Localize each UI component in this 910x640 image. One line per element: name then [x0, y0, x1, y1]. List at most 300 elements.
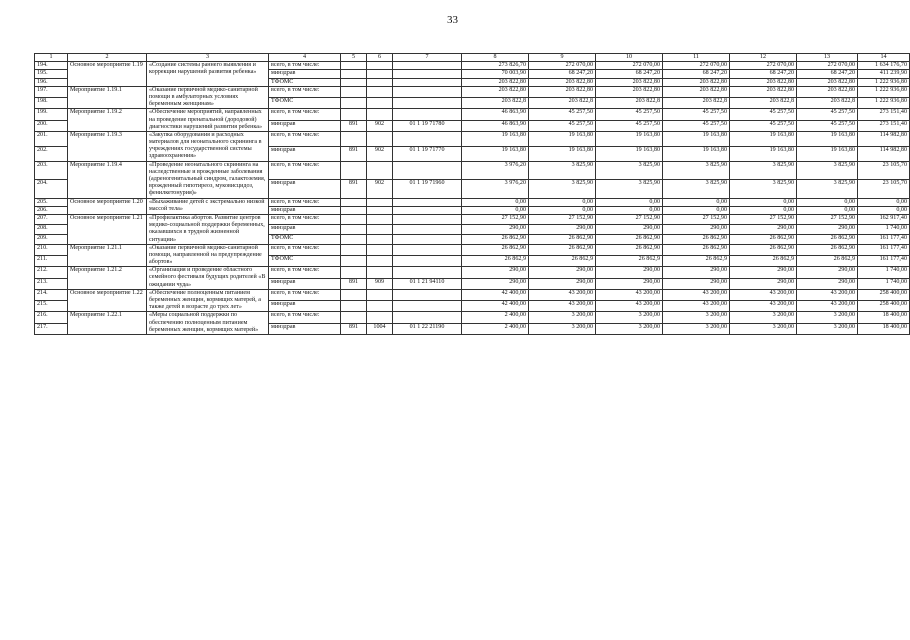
amount-cell: 45 257,50	[596, 120, 663, 131]
amount-cell: 203 822,80	[529, 86, 596, 97]
activity-name: Мероприятие 1.19.1	[68, 86, 147, 109]
column-number-cell: 12	[730, 54, 797, 62]
amount-cell: 3 200,00	[596, 323, 663, 334]
row-number: 203.	[35, 161, 68, 179]
funding-source: минздрав	[269, 146, 341, 161]
amount-cell: 43 200,00	[663, 289, 730, 300]
activity-description: «Выхаживание детей с экстремально низкой массой тела»	[147, 198, 269, 214]
section-code	[367, 289, 393, 300]
target-article-code	[393, 289, 462, 300]
funding-source: минздрав	[269, 180, 341, 198]
amount-cell: 19 163,80	[797, 131, 858, 146]
target-article-code	[393, 78, 462, 86]
row-number: 198.	[35, 98, 68, 109]
target-article-code	[393, 109, 462, 120]
amount-cell: 46 863,90	[462, 109, 529, 120]
amount-cell: 203 822,80	[663, 78, 730, 86]
amount-cell: 3 976,20	[462, 161, 529, 179]
amount-cell: 161 177,40	[858, 255, 910, 266]
row-number: 206.	[35, 206, 68, 214]
activity-name: Мероприятие 1.21.2	[68, 267, 147, 290]
section-code: 902	[367, 146, 393, 161]
funding-source: минздрав	[269, 301, 341, 312]
ministry-code	[341, 70, 367, 78]
amount-cell: 3 200,00	[663, 312, 730, 323]
target-article-code: 01 1 19 71770	[393, 146, 462, 161]
target-article-code	[393, 244, 462, 255]
funding-source: ТФОМС	[269, 234, 341, 244]
activity-name: Мероприятие 1.19.3	[68, 131, 147, 161]
funding-source: всего, в том числе:	[269, 131, 341, 146]
row-number: 210.	[35, 244, 68, 255]
amount-cell: 272 070,00	[529, 62, 596, 70]
activity-name: Мероприятие 1.22.1	[68, 312, 147, 335]
amount-cell: 26 862,90	[730, 244, 797, 255]
column-number-cell: 11	[663, 54, 730, 62]
amount-cell: 290,00	[462, 267, 529, 278]
amount-cell: 26 862,9	[462, 255, 529, 266]
column-number-cell: 7	[393, 54, 462, 62]
ministry-code	[341, 198, 367, 206]
ministry-code: 891	[341, 278, 367, 289]
column-number-cell: 3	[147, 54, 269, 62]
amount-cell: 2 400,00	[462, 312, 529, 323]
amount-cell: 46 863,90	[462, 120, 529, 131]
activity-description: «Проведение неонатального скрининга на наследственные и врожденные заболевания (адреногенитальный синдром, галактоземия, врожденный гипотиреоз, муковисцидоз, фенилкетонурия)»	[147, 161, 269, 198]
activity-description: «Оказание первичной медико-санитарной помощи, направленной на предупреждение абортов»	[147, 244, 269, 267]
ministry-code	[341, 214, 367, 224]
amount-cell: 45 257,50	[797, 109, 858, 120]
amount-cell: 1 634 176,70	[858, 62, 910, 70]
amount-cell: 19 163,80	[663, 131, 730, 146]
amount-cell: 26 862,90	[462, 234, 529, 244]
target-article-code: 01 1 19 71780	[393, 120, 462, 131]
ministry-code: 891	[341, 323, 367, 334]
amount-cell: 19 163,80	[529, 131, 596, 146]
section-code	[367, 131, 393, 146]
amount-cell: 3 200,00	[529, 323, 596, 334]
amount-cell: 26 862,9	[529, 255, 596, 266]
row-number: 209.	[35, 234, 68, 244]
funding-source: минздрав	[269, 206, 341, 214]
funding-source: всего, в том числе:	[269, 244, 341, 255]
amount-cell: 161 177,40	[858, 234, 910, 244]
amount-cell: 27 152,90	[462, 214, 529, 224]
amount-cell: 0,00	[858, 206, 910, 214]
target-article-code	[393, 301, 462, 312]
amount-cell: 0,00	[858, 198, 910, 206]
amount-cell: 45 257,50	[663, 120, 730, 131]
section-code	[367, 255, 393, 266]
section-code	[367, 78, 393, 86]
amount-cell: 203 822,80	[663, 86, 730, 97]
table-row	[35, 312, 910, 323]
column-number-cell: 13	[797, 54, 858, 62]
ministry-code	[341, 312, 367, 323]
target-article-code: 01 1 22 21190	[393, 323, 462, 334]
section-code	[367, 98, 393, 109]
table-row	[35, 289, 910, 300]
amount-cell: 273 151,40	[858, 109, 910, 120]
section-code: 1004	[367, 323, 393, 334]
amount-cell: 3 200,00	[596, 312, 663, 323]
amount-cell: 203 822,8	[529, 98, 596, 109]
amount-cell: 45 257,50	[730, 109, 797, 120]
amount-cell: 203 822,80	[596, 78, 663, 86]
section-code	[367, 109, 393, 120]
amount-cell: 161 177,40	[858, 244, 910, 255]
column-number-cell: 10	[596, 54, 663, 62]
funding-source: минздрав	[269, 224, 341, 234]
funding-source: всего, в том числе:	[269, 86, 341, 97]
amount-cell: 27 152,90	[596, 214, 663, 224]
amount-cell: 290,00	[797, 224, 858, 234]
ministry-code	[341, 161, 367, 179]
row-number: 202.	[35, 146, 68, 161]
amount-cell: 1 222 936,80	[858, 98, 910, 109]
amount-cell: 23 105,70	[858, 161, 910, 179]
ministry-code: 891	[341, 120, 367, 131]
amount-cell: 18 400,00	[858, 312, 910, 323]
amount-cell: 3 825,90	[797, 180, 858, 198]
amount-cell: 43 200,00	[663, 301, 730, 312]
activity-description: «Закупка оборудования и расходных материалов для неонатального скрининга в учреждениях государственной системы здравоохранения»	[147, 131, 269, 161]
target-article-code	[393, 224, 462, 234]
amount-cell: 45 257,50	[663, 109, 730, 120]
amount-cell: 2 400,00	[462, 323, 529, 334]
target-article-code: 01 1 21 94110	[393, 278, 462, 289]
amount-cell: 45 257,50	[797, 120, 858, 131]
row-number: 211.	[35, 255, 68, 266]
amount-cell: 203 822,80	[730, 78, 797, 86]
funding-source: всего, в том числе:	[269, 109, 341, 120]
target-article-code	[393, 62, 462, 70]
amount-cell: 26 862,90	[529, 244, 596, 255]
row-number: 216.	[35, 312, 68, 323]
amount-cell: 290,00	[529, 224, 596, 234]
amount-cell: 42 400,00	[462, 301, 529, 312]
column-number-cell: 5	[341, 54, 367, 62]
section-code	[367, 62, 393, 70]
funding-source: минздрав	[269, 323, 341, 334]
funding-source: ТФОМС	[269, 78, 341, 86]
amount-cell: 19 163,80	[596, 131, 663, 146]
amount-cell: 45 257,50	[596, 109, 663, 120]
amount-cell: 26 862,9	[730, 255, 797, 266]
amount-cell: 3 825,90	[797, 161, 858, 179]
amount-cell: 203 822,80	[462, 86, 529, 97]
target-article-code	[393, 267, 462, 278]
section-code	[367, 161, 393, 179]
row-number: 200.	[35, 120, 68, 131]
target-article-code	[393, 234, 462, 244]
amount-cell: 203 822,8	[663, 98, 730, 109]
activity-description: «Обеспечение полноценным питанием беременных женщин, кормящих матерей, а также детей в возрасте до трех лет»	[147, 289, 269, 312]
amount-cell: 26 862,9	[663, 255, 730, 266]
target-article-code	[393, 131, 462, 146]
funding-source: всего, в том числе:	[269, 267, 341, 278]
section-code	[367, 206, 393, 214]
amount-cell: 68 247,20	[730, 70, 797, 78]
amount-cell: 3 200,00	[730, 312, 797, 323]
amount-cell: 290,00	[797, 267, 858, 278]
funding-source: минздрав	[269, 70, 341, 78]
amount-cell: 0,00	[529, 198, 596, 206]
funding-source: всего, в том числе:	[269, 198, 341, 206]
target-article-code	[393, 206, 462, 214]
amount-cell: 68 247,20	[663, 70, 730, 78]
amount-cell: 114 982,80	[858, 131, 910, 146]
amount-cell: 27 152,90	[797, 214, 858, 224]
funding-source: ТФОМС	[269, 98, 341, 109]
activity-description: «Обеспечение мероприятий, направленных на проведение пренатальной (дородовой) диагностики нарушений развития ребенка»	[147, 109, 269, 132]
ministry-code	[341, 62, 367, 70]
amount-cell: 1 222 936,80	[858, 86, 910, 97]
amount-cell: 203 822,80	[797, 78, 858, 86]
amount-cell: 19 163,80	[462, 131, 529, 146]
funding-source: всего, в том числе:	[269, 161, 341, 179]
amount-cell: 26 862,90	[797, 234, 858, 244]
ministry-code	[341, 109, 367, 120]
table-row	[35, 244, 910, 255]
amount-cell: 272 070,00	[797, 62, 858, 70]
section-code	[367, 214, 393, 224]
amount-cell: 18 400,00	[858, 323, 910, 334]
activity-name: Основное мероприятие 1.20	[68, 198, 147, 214]
row-number: 197.	[35, 86, 68, 97]
table-row	[35, 86, 910, 97]
amount-cell: 203 822,8	[797, 98, 858, 109]
amount-cell: 43 200,00	[797, 301, 858, 312]
ministry-code	[341, 86, 367, 97]
activity-description: «Оказание первичной медико-санитарной помощи в амбулаторных условиях беременным женщинам»	[147, 86, 269, 109]
target-article-code	[393, 255, 462, 266]
amount-cell: 26 862,90	[596, 234, 663, 244]
amount-cell: 3 825,90	[596, 180, 663, 198]
row-number: 196.	[35, 78, 68, 86]
amount-cell: 0,00	[529, 206, 596, 214]
amount-cell: 68 247,20	[596, 70, 663, 78]
funding-source: всего, в том числе:	[269, 312, 341, 323]
amount-cell: 290,00	[462, 224, 529, 234]
amount-cell: 3 200,00	[797, 312, 858, 323]
row-number: 217.	[35, 323, 68, 334]
section-code: 909	[367, 278, 393, 289]
table-row	[35, 109, 910, 120]
ministry-code	[341, 234, 367, 244]
amount-cell: 26 862,9	[596, 255, 663, 266]
amount-cell: 203 822,80	[730, 86, 797, 97]
amount-cell: 68 247,20	[529, 70, 596, 78]
amount-cell: 1 740,00	[858, 267, 910, 278]
column-number-cell: 4	[269, 54, 341, 62]
row-number: 213.	[35, 278, 68, 289]
amount-cell: 26 862,90	[663, 244, 730, 255]
amount-cell: 3 825,90	[529, 180, 596, 198]
funding-source: всего, в том числе:	[269, 289, 341, 300]
ministry-code: 891	[341, 180, 367, 198]
amount-cell: 290,00	[529, 267, 596, 278]
amount-cell: 290,00	[663, 224, 730, 234]
ministry-code	[341, 244, 367, 255]
row-number: 201.	[35, 131, 68, 146]
amount-cell: 203 822,80	[529, 78, 596, 86]
amount-cell: 3 200,00	[663, 323, 730, 334]
amount-cell: 3 976,20	[462, 180, 529, 198]
row-number: 205.	[35, 198, 68, 206]
ministry-code	[341, 289, 367, 300]
amount-cell: 43 200,00	[529, 289, 596, 300]
amount-cell: 1 222 936,80	[858, 78, 910, 86]
amount-cell: 0,00	[596, 206, 663, 214]
table-row	[35, 198, 910, 206]
ministry-code	[341, 98, 367, 109]
row-number: 207.	[35, 214, 68, 224]
amount-cell: 290,00	[529, 278, 596, 289]
activity-name: Основное мероприятие 1.19	[68, 62, 147, 87]
amount-cell: 26 862,9	[797, 255, 858, 266]
amount-cell: 0,00	[462, 206, 529, 214]
amount-cell: 272 070,00	[596, 62, 663, 70]
activity-name: Основное мероприятие 1.22	[68, 289, 147, 312]
target-article-code	[393, 312, 462, 323]
column-number-cell: 8	[462, 54, 529, 62]
amount-cell: 68 247,20	[797, 70, 858, 78]
amount-cell: 19 163,80	[663, 146, 730, 161]
ministry-code	[341, 255, 367, 266]
amount-cell: 3 825,90	[529, 161, 596, 179]
section-code	[367, 244, 393, 255]
amount-cell: 0,00	[663, 198, 730, 206]
ministry-code	[341, 78, 367, 86]
amount-cell: 0,00	[462, 198, 529, 206]
amount-cell: 0,00	[596, 198, 663, 206]
amount-cell: 290,00	[596, 267, 663, 278]
target-article-code	[393, 161, 462, 179]
section-code	[367, 234, 393, 244]
amount-cell: 290,00	[462, 278, 529, 289]
ministry-code: 891	[341, 146, 367, 161]
amount-cell: 290,00	[596, 224, 663, 234]
amount-cell: 290,00	[730, 267, 797, 278]
section-code	[367, 267, 393, 278]
amount-cell: 3 200,00	[529, 312, 596, 323]
activity-name: Мероприятие 1.19.2	[68, 109, 147, 132]
amount-cell: 45 257,50	[529, 109, 596, 120]
amount-cell: 290,00	[663, 267, 730, 278]
amount-cell: 43 200,00	[730, 301, 797, 312]
amount-cell: 290,00	[596, 278, 663, 289]
row-number: 199.	[35, 109, 68, 120]
amount-cell: 290,00	[663, 278, 730, 289]
amount-cell: 3 825,90	[730, 161, 797, 179]
column-number-cell: 9	[529, 54, 596, 62]
row-number: 214.	[35, 289, 68, 300]
column-number-cell: 2	[68, 54, 147, 62]
amount-cell: 19 163,80	[596, 146, 663, 161]
column-number-cell: 14	[858, 54, 910, 62]
target-article-code	[393, 98, 462, 109]
amount-cell: 23 105,70	[858, 180, 910, 198]
amount-cell: 258 400,00	[858, 289, 910, 300]
target-article-code	[393, 198, 462, 206]
amount-cell: 203 822,80	[462, 78, 529, 86]
ministry-code	[341, 131, 367, 146]
amount-cell: 258 400,00	[858, 301, 910, 312]
activity-description: «Профилактика абортов. Развитие центров медико-социальной поддержки беременных, оказавшихся в трудной жизненной ситуации»	[147, 214, 269, 244]
amount-cell: 27 152,90	[663, 214, 730, 224]
funding-source: ТФОМС	[269, 255, 341, 266]
amount-cell: 162 917,40	[858, 214, 910, 224]
amount-cell: 45 257,50	[730, 120, 797, 131]
row-number: 215.	[35, 301, 68, 312]
amount-cell: 19 163,80	[462, 146, 529, 161]
amount-cell: 43 200,00	[596, 289, 663, 300]
amount-cell: 43 200,00	[797, 289, 858, 300]
row-number: 208.	[35, 224, 68, 234]
amount-cell: 43 200,00	[730, 289, 797, 300]
amount-cell: 0,00	[730, 198, 797, 206]
amount-cell: 0,00	[730, 206, 797, 214]
header-row	[35, 54, 910, 62]
row-number: 212.	[35, 267, 68, 278]
amount-cell: 1 740,00	[858, 224, 910, 234]
amount-cell: 3 200,00	[797, 323, 858, 334]
ministry-code	[341, 267, 367, 278]
ministry-code	[341, 224, 367, 234]
amount-cell: 26 862,90	[529, 234, 596, 244]
amount-cell: 45 257,50	[529, 120, 596, 131]
activity-description: «Меры социальной поддержки по обеспечению полноценным питанием беременных женщин, кормящих матерей»	[147, 312, 269, 335]
amount-cell: 70 003,90	[462, 70, 529, 78]
amount-cell: 114 982,80	[858, 146, 910, 161]
amount-cell: 290,00	[797, 278, 858, 289]
row-number: 204.	[35, 180, 68, 198]
amount-cell: 0,00	[663, 206, 730, 214]
target-article-code	[393, 214, 462, 224]
budget-table	[34, 53, 910, 335]
amount-cell: 1 740,00	[858, 278, 910, 289]
activity-description: «Создание системы раннего выявления и коррекции нарушений развития ребенка»	[147, 62, 269, 87]
amount-cell: 272 070,00	[663, 62, 730, 70]
amount-cell: 26 862,90	[797, 244, 858, 255]
ministry-code	[341, 301, 367, 312]
amount-cell: 19 163,80	[730, 146, 797, 161]
amount-cell: 27 152,90	[730, 214, 797, 224]
amount-cell: 3 825,90	[730, 180, 797, 198]
amount-cell: 272 070,00	[730, 62, 797, 70]
funding-source: минздрав	[269, 120, 341, 131]
amount-cell: 43 200,00	[596, 301, 663, 312]
section-code	[367, 224, 393, 234]
amount-cell: 203 822,80	[596, 86, 663, 97]
amount-cell: 411 239,90	[858, 70, 910, 78]
amount-cell: 0,00	[797, 198, 858, 206]
section-code: 902	[367, 180, 393, 198]
activity-name: Основное мероприятие 1.21	[68, 214, 147, 244]
page-number: 33	[447, 14, 458, 26]
activity-description: «Организация и проведение областного семейного фестиваля будущих родителей «В ожидании чуда»	[147, 267, 269, 290]
column-number-cell: 6	[367, 54, 393, 62]
table-row	[35, 131, 910, 146]
amount-cell: 273 151,40	[858, 120, 910, 131]
amount-cell: 203 822,80	[797, 86, 858, 97]
column-number-cell: 1	[35, 54, 68, 62]
amount-cell: 3 825,90	[663, 161, 730, 179]
amount-cell: 0,00	[797, 206, 858, 214]
funding-source: всего, в том числе:	[269, 214, 341, 224]
amount-cell: 27 152,90	[529, 214, 596, 224]
